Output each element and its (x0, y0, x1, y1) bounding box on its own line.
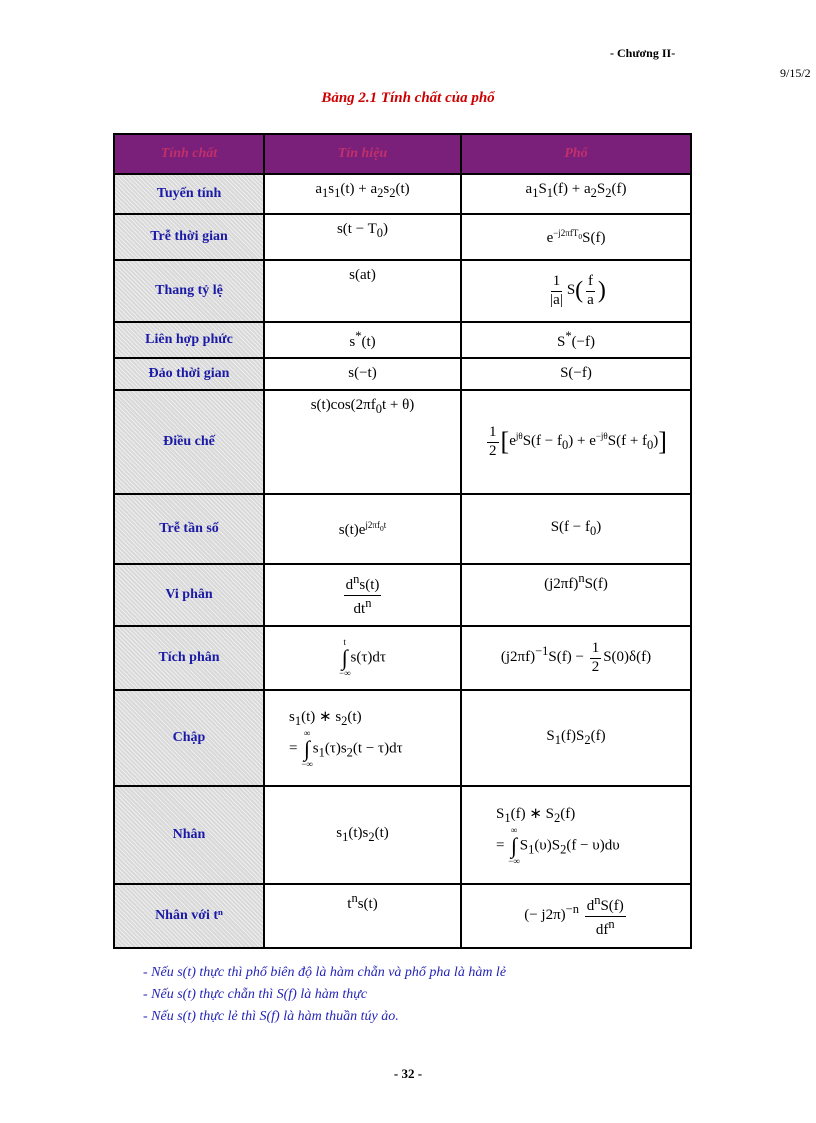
spectrum-formula: $(j2\pi f)^{-1}S(f)$ − $\frac{1}{2}$ S(0)δ(f) (461, 626, 691, 690)
table-row (114, 690, 691, 786)
table-row (114, 174, 691, 214)
signal-formula: $s_1(t)$ ∗ $s_2(t)$ = ∞ ∫ −∞ $s_1(\tau)s_2(t - \tau)d\tau$ (264, 690, 461, 786)
table-row (114, 786, 691, 884)
properties-table (113, 133, 692, 949)
spectrum-formula: $(j2\pi f)^nS(f)$ (461, 564, 691, 626)
signal-formula: $t^ns(t)$ (264, 884, 461, 948)
signal-formula: $s(t)e^{j2\pi f_0t}$ (264, 494, 461, 564)
spectrum-formula: $S_1(f)$ ∗ $S_2(f)$ = ∞ ∫ −∞ $S_1(\upsilon)S_2(f - \upsilon)d\upsilon$ (461, 786, 691, 884)
table-row (114, 494, 691, 564)
table-row (114, 260, 691, 322)
signal-formula: s(at) (264, 260, 461, 322)
property-name: Tuyến tính (114, 174, 264, 214)
spectrum-formula: $S(f - f_0)$ (461, 494, 691, 564)
table-row (114, 358, 691, 390)
table-row (114, 390, 691, 494)
chapter-header: - Chương II- (610, 46, 676, 60)
spectrum-formula: (− j2π)$^{-n}$ $\frac{d^nS(f)}{df^n}$ (461, 884, 691, 948)
table-row (114, 626, 691, 690)
spectrum-formula: S(−f) (461, 358, 691, 390)
property-name: Thang tỷ lệ (114, 260, 264, 322)
signal-formula: $s_1(t)s_2(t)$ (264, 786, 461, 884)
property-name: Đảo thời gian (114, 358, 264, 390)
header-signal: Tín hiệu (264, 134, 461, 174)
spectrum-formula: $a_1S_1(f) + a_2S_2(f)$ (461, 174, 691, 214)
table-row (114, 322, 691, 358)
table-caption: Bảng 2.1 Tính chất của phổ (321, 90, 495, 106)
table-header-row (114, 134, 691, 174)
note-line: - Nếu s(t) thực chẵn thì S(f) là hàm thực (143, 987, 368, 1002)
spectrum-formula: $S_1(f)S_2(f)$ (461, 690, 691, 786)
property-name: Trễ thời gian (114, 214, 264, 260)
spectrum-formula: $\frac{1}{|a|}$ S( $\frac{f}{a}$ ) (461, 260, 691, 322)
note-line: - Nếu s(t) thực thì phổ biên độ là hàm chẵn và phổ pha là hàm lẻ (143, 965, 507, 980)
date-header: 9/15/2 (780, 66, 811, 80)
property-name: Điều chế (114, 390, 264, 494)
property-name: Trễ tần số (114, 494, 264, 564)
page-number: - 32 - (393, 1066, 423, 1081)
property-name: Nhân với tⁿ (114, 884, 264, 948)
signal-formula: $a_1s_1(t) + a_2s_2(t)$ (264, 174, 461, 214)
spectrum-formula: $e^{-j2\pi fT_0}S(f)$ (461, 214, 691, 260)
table-row (114, 884, 691, 948)
notes (143, 962, 506, 1028)
property-name: Nhân (114, 786, 264, 884)
table-row (114, 564, 691, 626)
note-line: - Nếu s(t) thực lẻ thì S(f) là hàm thuần túy ảo. (143, 1009, 399, 1024)
signal-formula: $s(t)\cos(2\pi f_0t + \theta)$ (264, 390, 461, 494)
signal-formula: s(−t) (264, 358, 461, 390)
signal-formula: $s(t - T_0)$ (264, 214, 461, 260)
spectrum-formula: S*(−f) (461, 322, 691, 358)
property-name: Chập (114, 690, 264, 786)
signal-formula: s*(t) (264, 322, 461, 358)
table-row (114, 214, 691, 260)
header-spectrum: Phổ (461, 134, 691, 174)
property-name: Liên hợp phức (114, 322, 264, 358)
header-property: Tính chất (114, 134, 264, 174)
spectrum-formula: $\frac{1}{2}$ $[e^{j\theta}S(f - f_0) + e^{-j\theta}S(f + f_0)]$ (461, 390, 691, 494)
property-name: Tích phân (114, 626, 264, 690)
signal-formula: t ∫ −∞ s(τ)dτ (264, 626, 461, 690)
signal-formula: $\frac{d^ns(t)}{dt^n}$ (264, 564, 461, 626)
property-name: Vi phân (114, 564, 264, 626)
